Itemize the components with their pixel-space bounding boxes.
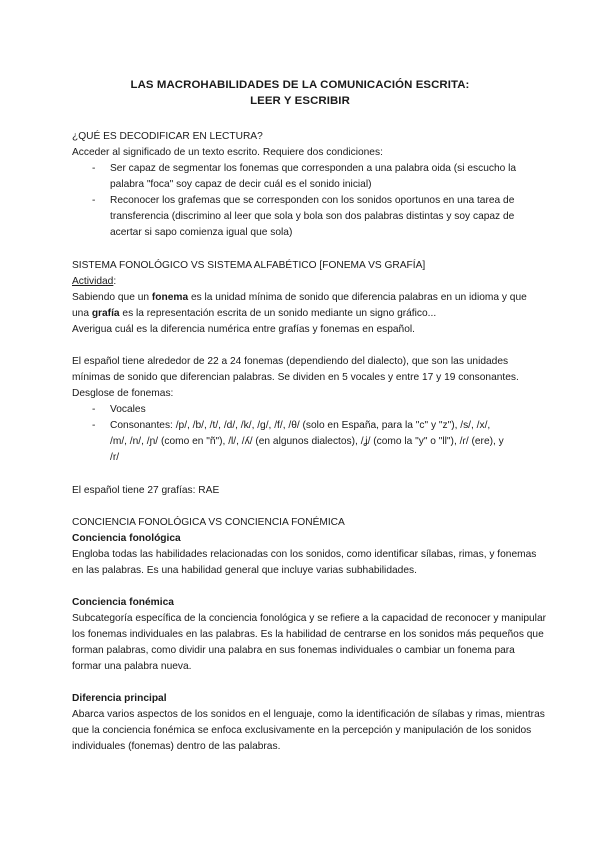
bullet-consonantes-line-2: /m/, /n/, /ɲ/ (como en "ñ"), /l/, /ʎ/ (en algunos dialectos), /ʝ/ (como la "y" o "ll"), /ɾ/ (ere), y [110,436,504,447]
bullet-2-line-2: transferencia (discrimino al leer que sola y bola son dos palabras distintas y soy capaz de [110,211,515,222]
section-heading-sistema: SISTEMA FONOLÓGICO VS SISTEMA ALFABÉTICO [FONEMA VS GRAFÍA] [72,260,426,271]
paragraph-fonemica-4: formar una palabra nueva. [72,661,192,672]
section-heading-conciencia: CONCIENCIA FONOLÓGICA VS CONCIENCIA FONÉMICA [72,517,345,528]
bullet-2-line-1: Reconocer los grafemas que se corresponden con los sonidos oportunos en una tarea de [110,195,515,206]
bullet-dash: - [92,404,96,415]
text-span: Sabiendo que un [72,292,152,303]
paragraph-fonologica-2: en las palabras. Es una habilidad general que incluye varias subhabilidades. [72,565,417,576]
paragraph-fonemas-1: El español tiene alrededor de 22 a 24 fonemas (dependiendo del dialecto), que son las unidades [72,356,509,367]
subheading-conciencia-fonologica: Conciencia fonológica [72,533,181,544]
paragraph-fonologica-1: Engloba todas las habilidades relacionadas con los sonidos, como identificar sílabas, rimas, y fonemas [72,549,537,560]
term-fonema: fonema [151,292,189,303]
bullet-dash: - [92,420,96,431]
paragraph-fonemas-2: mínimas de sonido que diferencian palabras. Se dividen en 5 vocales y entre 17 y 19 consonantes. [72,372,519,383]
bullet-1-line-2: palabra "foca" soy capaz de decir cuál es el sonido inicial) [110,179,372,190]
paragraph-fonema [72,291,527,304]
paragraph-desglose: Desglose de fonemas: [72,388,174,399]
paragraph-diferencia-2: que la conciencia fonémica se enfoca exclusivamente en la percepción y manipulación de los sonidos [72,725,532,736]
bullet-dash: - [92,195,96,206]
paragraph-fonemica-3: forman palabras, como dividir una palabra en sus fonemas individuales o cambiar un fonema para [72,645,515,656]
document-title-line-2: LEER Y ESCRIBIR [250,95,350,107]
paragraph-averigua: Averigua cuál es la diferencia numérica entre grafías y fonemas en español. [72,324,415,335]
paragraph-fonemica-2: los fonemas individuales en las palabras. Es la habilidad de centrarse en los sonidos más pequeños que [72,629,544,640]
bullet-consonantes-line-3: /r/ [110,452,120,463]
section-heading-decodificar: ¿QUÉ ES DECODIFICAR EN LECTURA? [72,131,263,142]
paragraph-fonemica-1: Subcategoría específica de la conciencia fonológica y se refiere a la capacidad de reconocer y manipular [72,613,547,624]
paragraph-intro: Acceder al significado de un texto escrito. Requiere dos condiciones: [72,147,383,158]
activity-label-text: Actividad [72,276,114,287]
subheading-conciencia-fonemica: Conciencia fonémica [72,597,174,608]
paragraph-diferencia-1: Abarca varios aspectos de los sonidos en el lenguaje, como la identificación de sílabas y rimas, mientras [72,709,545,720]
paragraph-grafia [72,307,436,320]
bullet-consonantes-line-1: Consonantes: /p/, /b/, /t/, /d/, /k/, /g/, /f/, /θ/ (solo en España, para la "c" y "z"), /s/, /x/, [110,420,491,431]
subheading-diferencia-principal: Diferencia principal [72,693,167,704]
text-span: es la representación escrita de un sonido mediante un signo gráfico... [119,308,437,319]
bullet-1-line-1: Ser capaz de segmentar los fonemas que corresponden a una palabra oida (si escucho la [110,163,517,174]
bullet-2-line-3: acertar si sapo comienza igual que sola) [110,227,293,238]
paragraph-grafias: El español tiene 27 grafías: RAE [72,485,220,496]
bullet-dash: - [92,163,96,174]
text-span: es la unidad mínima de sonido que diferencia palabras en un idioma y que [188,292,527,303]
bullet-vocales: Vocales [110,404,146,415]
text-span: una [72,308,92,319]
activity-label-colon: : [113,276,117,287]
document-title-line-1: LAS MACROHABILIDADES DE LA COMUNICACIÓN ESCRITA: [130,79,470,91]
paragraph-diferencia-3: individuales (fonemas) dentro de las palabras. [72,741,281,752]
term-grafia: grafía [91,308,120,319]
activity-label [72,275,116,288]
